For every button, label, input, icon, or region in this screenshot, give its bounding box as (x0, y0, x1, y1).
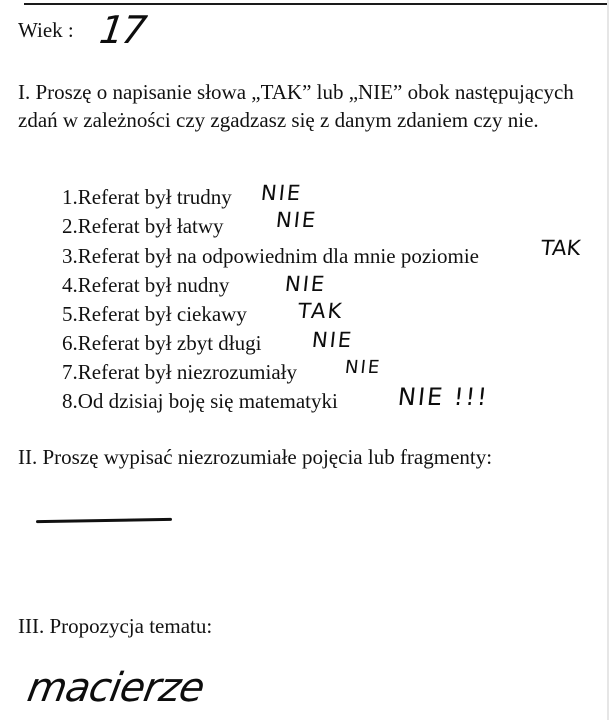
handwritten-dash (36, 518, 172, 523)
topic-handwritten-value: macierze (23, 665, 208, 711)
statement-8: 8.Od dzisiaj boję się matematyki (62, 389, 338, 413)
statement-2: 2.Referat był łatwy (62, 214, 224, 238)
age-handwritten-value: 17 (96, 8, 148, 52)
statement-7: 7.Referat był niezrozumiały (62, 360, 297, 384)
statement-3: 3.Referat był na odpowiednim dla mnie poziomie (62, 244, 479, 268)
answer-6: NIE (310, 328, 355, 352)
top-border-line (24, 3, 609, 5)
statement-6: 6.Referat był zbyt długi (62, 331, 262, 355)
answer-3: TAK (539, 236, 582, 260)
statement-1: 1.Referat był trudny (62, 185, 232, 209)
answer-8: NIE !!! (396, 383, 491, 411)
answer-2: NIE (274, 208, 319, 232)
answer-7: NIE (343, 357, 383, 378)
answer-1: NIE (259, 181, 304, 205)
answer-5: TAK (296, 299, 345, 323)
section-1-title: I. Proszę o napisanie słowa „TAK” lub „NIE” obok następujących zdań w zależności czy zgadzasz się z danym zdaniem czy nie. (18, 80, 574, 132)
section-3-title: III. Propozycja tematu: (18, 614, 213, 638)
statement-5: 5.Referat był ciekawy (62, 302, 247, 326)
section-2-title: II. Proszę wypisać niezrozumiałe pojęcia lub fragmenty: (18, 445, 493, 469)
answer-4: NIE (283, 272, 328, 296)
age-label: Wiek : (18, 18, 74, 42)
statement-4: 4.Referat był nudny (62, 273, 230, 297)
